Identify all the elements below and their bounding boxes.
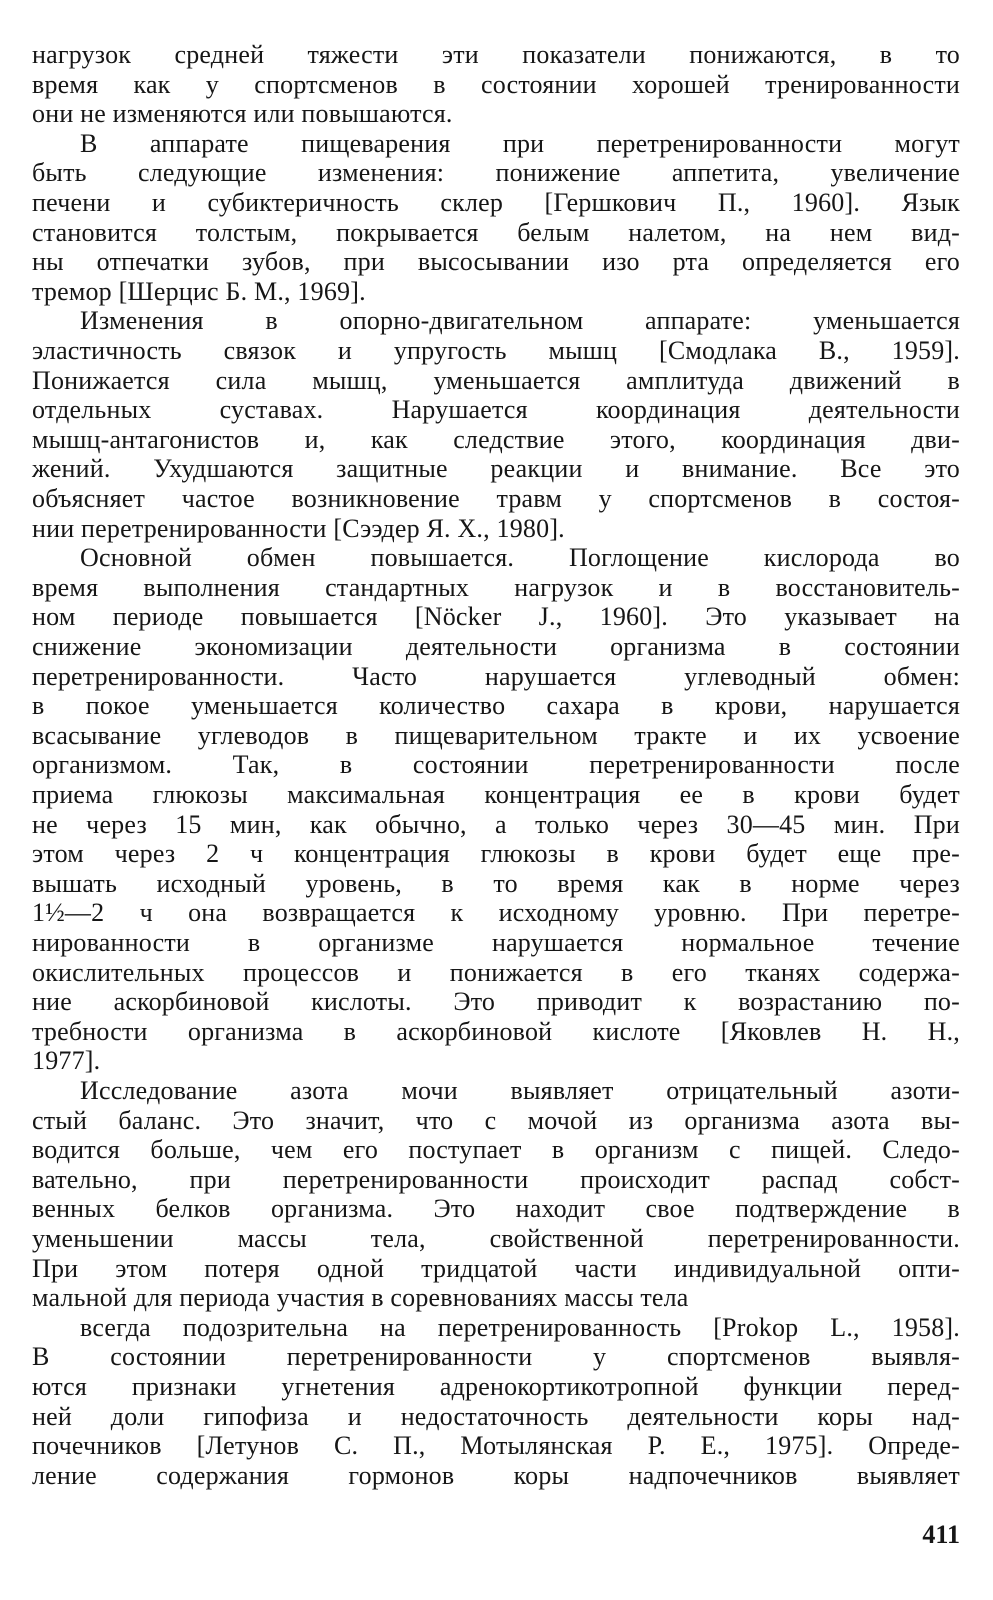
text-line: организмом. Так, в состоянии перетренированности после — [32, 750, 960, 780]
text-line: печени и субиктеричность склер [Гершкович П., 1960]. Язык — [32, 188, 960, 217]
text-line: в покое уменьшается количество сахара в крови, нарушается — [32, 691, 960, 721]
text-line: ются признаки угнетения адренокортикотропной функции перед- — [32, 1372, 960, 1401]
text-line: вательно, при перетренированности происходит распад собст- — [32, 1164, 960, 1194]
text-line: венных белков организма. Это находит свое подтверждение в — [32, 1194, 960, 1224]
text-line: 1977]. — [32, 1046, 101, 1076]
text-line: требности организма в аскорбиновой кислоте [Яковлев Н. Н., — [32, 1016, 960, 1046]
text-line: 1½—2 ч она возвращается к исходному уровню. При перетре- — [32, 898, 960, 928]
text-line: становится толстым, покрывается белым налетом, на нем вид- — [32, 217, 960, 247]
text-line: Исследование азота мочи выявляет отрицательный азоти- — [80, 1076, 960, 1105]
text-line: В состоянии перетренированности у спортсменов выявля- — [32, 1342, 960, 1372]
text-line: При этом потеря одной тридцатой части индивидуальной опти- — [32, 1253, 960, 1283]
text-line: водится больше, чем его поступает в организм с пищей. Следо- — [32, 1135, 960, 1165]
text-line: нагрузок средней тяжести эти показатели понижаются, в то — [32, 40, 960, 69]
page-number: 411 — [922, 1520, 960, 1549]
text-line: мальной для периода участия в соревнованиях массы тела — [32, 1283, 689, 1313]
text-line: Основной обмен повышается. Поглощение кислорода во — [80, 543, 960, 573]
text-line: Понижается сила мышц, уменьшается амплитуда движений в — [32, 365, 960, 395]
text-line: не через 15 мин, как обычно, а только через 30—45 мин. При — [32, 809, 960, 839]
text-line: время как у спортсменов в состоянии хорошей тренированности — [32, 69, 960, 99]
book-page — [32, 40, 960, 1560]
text-line: всасывание углеводов в пищеварительном тракте и их усвоение — [32, 720, 960, 750]
text-line: объясняет частое возникновение травм у спортсменов в состоя- — [32, 484, 960, 513]
text-line: отдельных суставах. Нарушается координация деятельности — [32, 395, 960, 425]
text-line: почечников [Летунов С. П., Мотылянская Р. Е., 1975]. Опреде- — [32, 1431, 960, 1461]
text-line: нированности в организме нарушается нормальное течение — [32, 928, 960, 957]
text-line: тремор [Шерцис Б. М., 1969]. — [32, 276, 366, 306]
text-line: снижение экономизации деятельности организма в состоянии — [32, 632, 960, 661]
text-line: время выполнения стандартных нагрузок и в восстановитель- — [32, 572, 960, 602]
text-line: этом через 2 ч концентрация глюкозы в крови будет еще пре- — [32, 839, 960, 869]
text-line: нии перетренированности [Сээдер Я. X., 1980]. — [32, 513, 565, 543]
text-line: быть следующие изменения: понижение аппетита, увеличение — [32, 158, 960, 188]
text-line: ны отпечатки зубов, при высосывании изо рта определяется его — [32, 247, 960, 277]
text-line: стый баланс. Это значит, что с мочой из организма азота вы- — [32, 1105, 960, 1135]
text-line: приема глюкозы максимальная концентрация ее в крови будет — [32, 780, 960, 809]
text-line: жений. Ухудшаются защитные реакции и внимание. Все это — [32, 454, 960, 484]
text-line: ней доли гипофиза и недостаточность деятельности коры над- — [32, 1401, 960, 1431]
text-line: ние аскорбиновой кислоты. Это приводит к возрастанию по- — [32, 987, 960, 1017]
text-line: вышать исходный уровень, в то время как в норме через — [32, 868, 960, 898]
text-line: ном периоде повышается [Nöcker J., 1960]. Это указывает на — [32, 602, 960, 632]
text-line: эластичность связок и упругость мышц [Смодлака В., 1959]. — [32, 336, 960, 365]
text-line: В аппарате пищеварения при перетренированности могут — [80, 128, 960, 158]
text-line: всегда подозрительна на перетренированность [Prokop L., 1958]. — [80, 1312, 960, 1342]
text-line: Изменения в опорно-двигательном аппарате: уменьшается — [80, 306, 960, 336]
text-line: мышц-антагонистов и, как следствие этого, координация дви- — [32, 424, 960, 454]
text-line: уменьшении массы тела, свойственной перетренированности. — [32, 1224, 960, 1253]
text-line: перетренированности. Часто нарушается углеводный обмен: — [32, 661, 960, 691]
text-line: ление содержания гормонов коры надпочечников выявляет — [32, 1460, 960, 1490]
text-line: они не изменяются или повышаются. — [32, 99, 453, 129]
text-line: окислительных процессов и понижается в его тканях содержа- — [32, 957, 960, 987]
